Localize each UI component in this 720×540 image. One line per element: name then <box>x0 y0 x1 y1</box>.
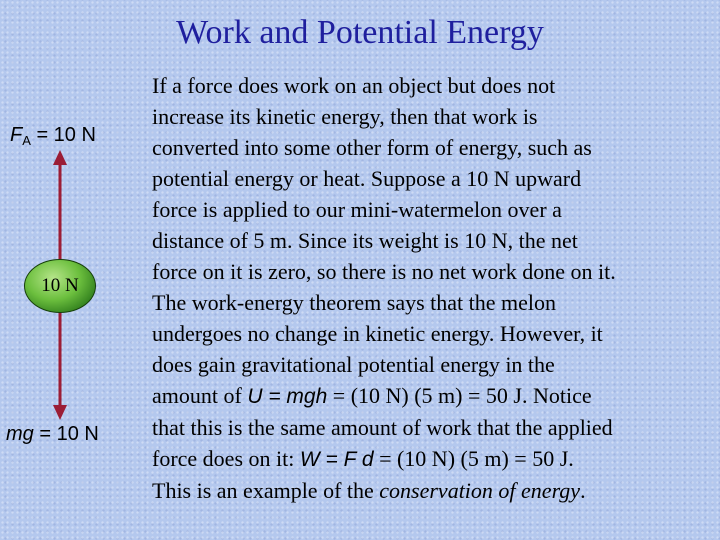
paragraph-line: potential energy or heat. Suppose a 10 N upward <box>152 166 582 191</box>
line-text: = (10 N) (5 m) = 50 J. <box>373 446 574 471</box>
paragraph-line: force is applied to our mini-watermelon over a <box>152 197 562 222</box>
line-text: . <box>580 478 586 503</box>
applied-force-symbol: F <box>10 124 23 146</box>
paragraph-line: undergoes no change in kinetic energy. However, it <box>152 321 603 346</box>
paragraph-line: If a force does work on an object but does not <box>152 73 556 98</box>
paragraph-line <box>152 475 712 506</box>
potential-energy-equation: U = mgh <box>247 385 328 408</box>
paragraph-line: does gain gravitational potential energy in the <box>152 352 555 377</box>
paragraph-line <box>152 443 712 475</box>
conservation-of-energy-term: conservation of energy <box>379 478 581 503</box>
paragraph-line: that this is the same amount of work that the applied <box>152 415 613 440</box>
applied-force-arrow <box>53 150 67 260</box>
watermelon <box>24 259 96 313</box>
line-text: force does on it: <box>152 446 300 471</box>
weight-force-symbol: mg <box>6 423 34 445</box>
watermelon-weight-label: 10 N <box>41 275 79 296</box>
paragraph-line: The work-energy theorem says that the melon <box>152 290 557 315</box>
weight-force-label <box>6 423 99 446</box>
paragraph-line: force on it is zero, so there is no net work done on it. <box>152 259 616 284</box>
slide-title: Work and Potential Energy <box>176 14 544 51</box>
paragraph-line: increase its kinetic energy, then that work is <box>152 104 538 129</box>
line-text: = (10 N) (5 m) = 50 J. Notice <box>327 383 592 408</box>
explanation-paragraph <box>152 70 712 506</box>
applied-force-subscript: A <box>22 133 31 148</box>
paragraph-line <box>152 380 712 412</box>
line-text: amount of <box>152 383 248 408</box>
work-equation: W = F d <box>299 448 374 471</box>
paragraph-line: distance of 5 m. Since its weight is 10 N, the net <box>152 228 578 253</box>
paragraph-line: converted into some other form of energy, such as <box>152 135 592 160</box>
applied-force-value: = 10 N <box>30 124 96 146</box>
line-text: This is an example of the <box>152 478 380 503</box>
weight-force-value: = 10 N <box>33 423 99 445</box>
weight-force-arrow <box>53 310 67 420</box>
applied-force-label <box>10 124 96 148</box>
